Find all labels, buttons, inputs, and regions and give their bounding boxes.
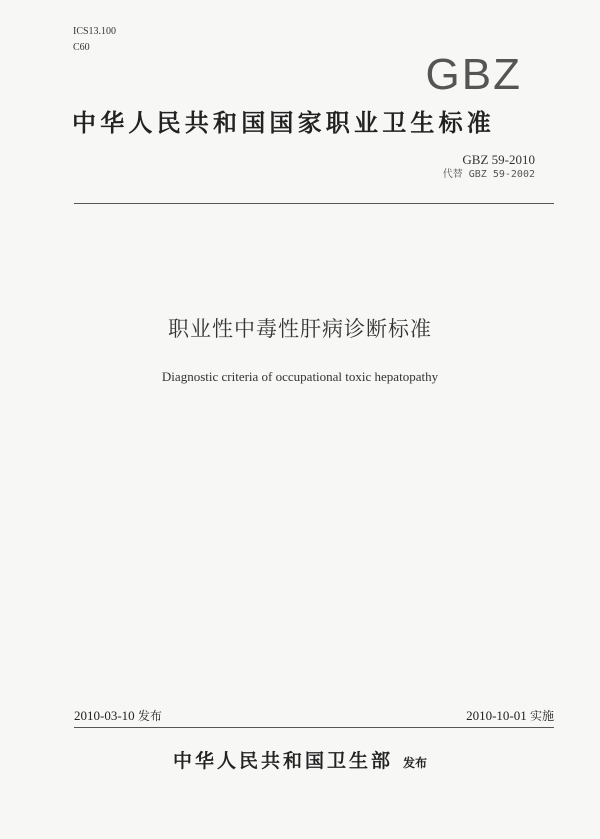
standard-number-block bbox=[443, 152, 535, 182]
implement-date: 2010-10-01 bbox=[466, 708, 527, 723]
replaces-standard: 代替 GBZ 59-2002 bbox=[442, 169, 535, 180]
ics-code: ICS13.100 bbox=[73, 26, 117, 37]
ccs-code: C60 bbox=[73, 42, 90, 53]
issuer-name: 中华人民共和国卫生部 bbox=[172, 750, 393, 772]
issue-date: 2010-03-10 bbox=[74, 708, 135, 723]
document-title-english: Diagnostic criteria of occupational toxic hepatopathy bbox=[161, 369, 439, 384]
implement-label: 实施 bbox=[529, 709, 554, 723]
issuer-issue-word: 发布 bbox=[403, 756, 428, 770]
issue-label: 发布 bbox=[137, 709, 162, 723]
classification-codes bbox=[73, 24, 116, 56]
issue-date-block bbox=[74, 707, 162, 724]
gbz-logo: GBZ bbox=[425, 50, 522, 99]
standard-number: GBZ 59-2010 bbox=[462, 152, 535, 167]
document-title-chinese: 职业性中毒性肝病诊断标准 bbox=[168, 317, 432, 341]
national-standard-heading: 中华人民共和国国家职业卫生标准 bbox=[72, 109, 495, 137]
implement-date-block bbox=[466, 707, 554, 724]
bottom-divider bbox=[74, 727, 554, 728]
issuer-block bbox=[0, 746, 600, 773]
top-divider bbox=[74, 203, 554, 204]
